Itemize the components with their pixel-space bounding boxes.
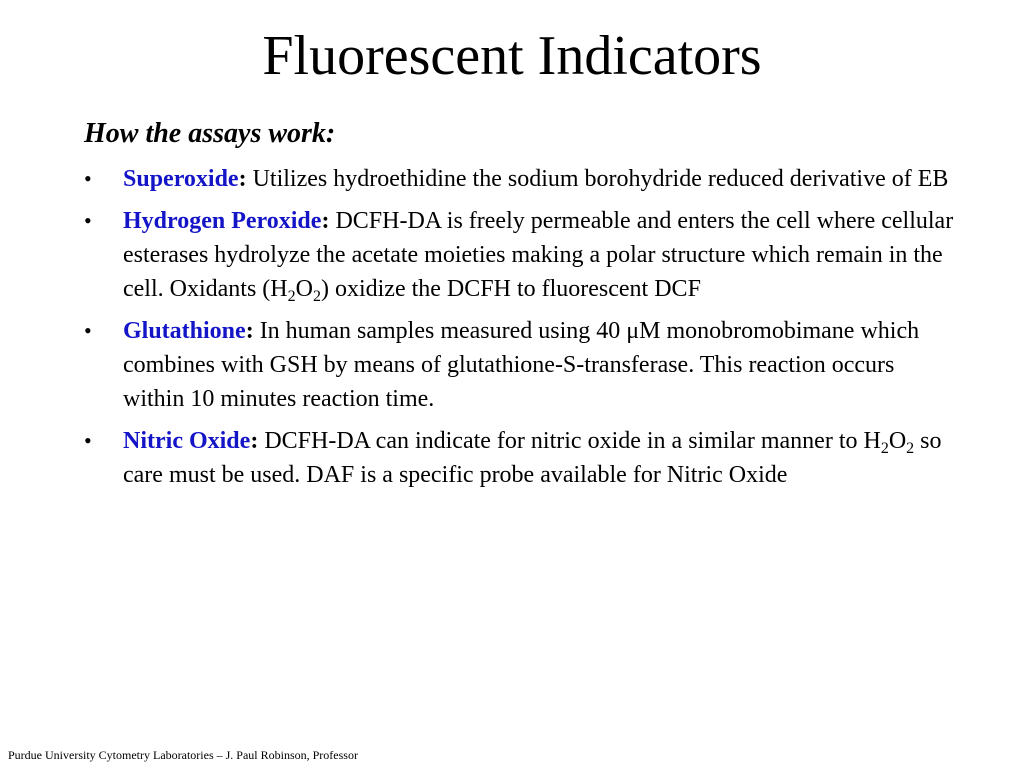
bullet-hydrogen-peroxide xyxy=(84,204,954,306)
bullet-icon: • xyxy=(84,318,92,343)
term-superoxide: Superoxide xyxy=(123,166,239,192)
bullet-text: DCFH-DA is freely permeable and enters the cell where cellular esterases hydrolyze the acetate moieties making a polar structure which remain in the cell. Oxidants (H xyxy=(123,208,954,302)
subscript: 2 xyxy=(287,288,296,305)
term-colon: : xyxy=(245,318,254,344)
bullet-icon: • xyxy=(84,428,92,453)
subscript: 2 xyxy=(880,440,889,457)
bullet-text-end: so care must be used. DAF is a specific probe available for Nitric Oxide xyxy=(123,428,942,488)
bullet-icon: • xyxy=(84,208,92,233)
bullet-superoxide xyxy=(84,162,954,196)
subscript: 2 xyxy=(312,288,321,305)
bullet-text: Utilizes hydroethidine the sodium borohydride reduced derivative of EB xyxy=(246,166,949,192)
term-colon: : xyxy=(250,428,259,454)
subscript: 2 xyxy=(906,440,915,457)
slide-footer: Purdue University Cytometry Laboratories – J. Paul Robinson, Professor xyxy=(8,748,358,762)
bullet-glutathione xyxy=(84,314,954,416)
slide-title: Fluorescent Indicators xyxy=(262,25,762,87)
bullet-list xyxy=(84,162,954,500)
bullet-nitric-oxide xyxy=(84,424,954,492)
bullet-icon: • xyxy=(84,166,92,191)
term-glutathione: Glutathione xyxy=(123,318,246,344)
slide-subtitle: How the assays work: xyxy=(84,118,336,149)
formula-letter: O xyxy=(295,276,313,302)
formula-letter: O xyxy=(888,428,907,454)
term-colon: : xyxy=(321,208,330,234)
bullet-text: In human samples measured using 40 μM monobromobimane which combines with GSH by means of glutathione-S-transferase. This reaction occurs within 10 minutes reaction time. xyxy=(123,318,920,412)
bullet-text-end: ) oxidize the DCFH to fluorescent DCF xyxy=(320,276,701,302)
bullet-text: DCFH-DA can indicate for nitric oxide in a similar manner to H xyxy=(258,428,881,454)
term-colon: : xyxy=(238,166,247,192)
term-hydrogen-peroxide: Hydrogen Peroxide xyxy=(123,208,322,234)
term-nitric-oxide: Nitric Oxide xyxy=(123,428,251,454)
